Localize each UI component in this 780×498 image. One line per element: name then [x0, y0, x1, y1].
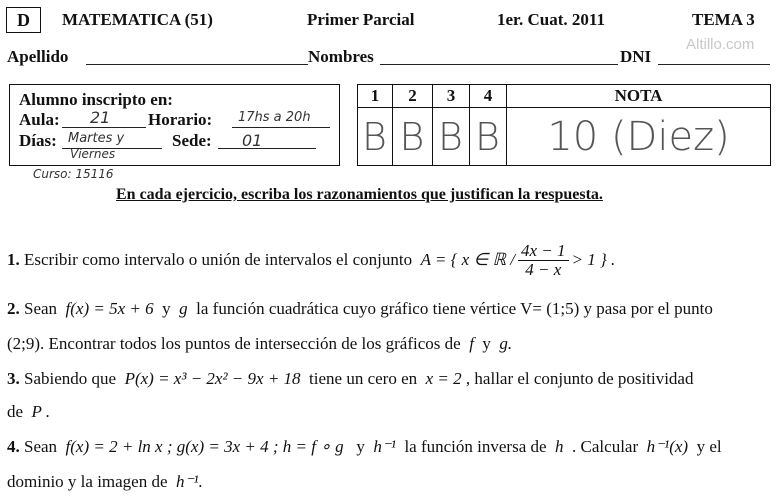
- exercise-4-line-1: [7, 437, 722, 457]
- exercise-3-line-1: [7, 369, 693, 389]
- exercise-2-text-a: Sean: [24, 299, 58, 318]
- dias-label: Días:: [19, 131, 57, 150]
- exercise-4-hinv2: h⁻¹.: [176, 472, 203, 491]
- exercise-1-numerator: 4x − 1: [518, 242, 569, 261]
- exercise-4-text-f: dominio y la imagen de: [7, 472, 168, 491]
- exercise-2-text-c: la función cuadrática cuyo gráfico tiene vértice V= (1;5) y pasa por el punto: [196, 299, 713, 318]
- exercise-2-line-1: [7, 299, 713, 319]
- grade-value-1: B: [358, 108, 393, 166]
- dias-value-line2: Viernes: [70, 147, 116, 161]
- nombres-label: Nombres: [308, 47, 374, 66]
- exercise-2-number: 2.: [7, 299, 20, 318]
- exercise-3-polynomial: P(x) = x³ − 2x² − 9x + 18: [124, 369, 301, 388]
- dni-label: DNI: [620, 47, 652, 66]
- exercise-4-text-d: . Calcular: [572, 437, 639, 456]
- grade-header-1: 1: [358, 85, 393, 108]
- enrollment-title: Alumno inscripto en:: [19, 90, 173, 109]
- apellido-label: Apellido: [7, 47, 69, 66]
- exercise-1-text: Escribir como intervalo o unión de intervalos el conjunto: [24, 250, 413, 269]
- horario-field[interactable]: [232, 127, 330, 128]
- sede-value: 01: [242, 131, 263, 150]
- instruction: En cada ejercicio, escriba los razonamientos que justifican la respuesta.: [116, 186, 603, 203]
- exercise-4-text-a: Sean: [24, 437, 58, 456]
- exercise-3-text-c: , hallar el conjunto de positividad: [465, 369, 694, 388]
- horario-value: 17hs a 20h: [238, 110, 311, 125]
- exercise-4-line-2: [7, 472, 203, 492]
- grades-table: [357, 84, 771, 166]
- dias-value-line1: Martes y: [68, 131, 125, 146]
- exercise-2-f: f(x) = 5x + 6: [65, 299, 154, 318]
- exercise-3-text-d: de: [7, 402, 24, 421]
- sede-field[interactable]: [218, 148, 316, 149]
- exercise-3-text-a: Sabiendo que: [24, 369, 117, 388]
- exercise-4-h: h: [555, 437, 564, 456]
- course-title: MATEMATICA (51): [62, 10, 213, 29]
- exercise-1-denominator: 4 − x: [525, 259, 562, 279]
- exercise-1-set-left: A = { x ∈ ℝ /: [420, 250, 515, 269]
- tema-letter-box: [6, 7, 41, 33]
- exercise-3-number: 3.: [7, 369, 20, 388]
- exercise-2-f2: f: [469, 334, 474, 353]
- aula-value: 21: [90, 108, 111, 127]
- exercise-3-p: P .: [31, 402, 51, 421]
- exercise-2-text-e: y: [482, 334, 491, 353]
- tema-letter: D: [17, 10, 30, 30]
- exercise-4-text-c: la función inversa de: [404, 437, 547, 456]
- exercise-2-text-b: y: [162, 299, 171, 318]
- watermark: Altillo.com: [686, 36, 755, 53]
- term-label: 1er. Cuat. 2011: [497, 10, 605, 29]
- exercise-1-fraction: [518, 242, 569, 279]
- horario-label: Horario:: [148, 110, 213, 129]
- exercise-3-zero: x = 2: [425, 369, 462, 388]
- aula-label: Aula:: [19, 110, 60, 129]
- exercise-3-text-b: tiene un cero en: [309, 369, 418, 388]
- curso-note: Curso: 15116: [33, 167, 114, 181]
- grade-value-4: B: [470, 108, 507, 166]
- nombres-field[interactable]: [380, 64, 618, 65]
- grade-header-3: 3: [433, 85, 470, 108]
- tema-label: TEMA 3: [692, 10, 755, 29]
- exercise-3-line-2: [7, 402, 50, 422]
- nota-value: 10 (Diez): [507, 108, 771, 166]
- grade-header-2: 2: [393, 85, 433, 108]
- exercise-1-set-right: > 1 } .: [571, 250, 616, 269]
- exercise-2-g2: g.: [499, 334, 513, 353]
- exercise-1-number: 1.: [7, 250, 20, 269]
- apellido-field[interactable]: [86, 64, 308, 65]
- exercise-2-text-d: (2;9). Encontrar todos los puntos de intersección de los gráficos de: [7, 334, 461, 353]
- sede-label: Sede:: [172, 131, 212, 150]
- grade-header-nota: NOTA: [507, 85, 771, 108]
- exercise-4-hinv: h⁻¹: [373, 437, 396, 456]
- exercise-2-g: g: [179, 299, 188, 318]
- exercise-4-hinvx: h⁻¹(x): [646, 437, 689, 456]
- grade-value-2: B: [393, 108, 433, 166]
- exercise-4-text-e: y el: [696, 437, 722, 456]
- aula-field[interactable]: [62, 127, 146, 128]
- exercise-2-line-2: [7, 334, 512, 354]
- exercise-4-text-b: y: [356, 437, 365, 456]
- exercise-4-functions: f(x) = 2 + ln x ; g(x) = 3x + 4 ; h = f ∘ g: [65, 437, 344, 456]
- grade-value-3: B: [433, 108, 470, 166]
- dni-field[interactable]: [658, 64, 770, 65]
- grade-header-4: 4: [470, 85, 507, 108]
- exam-title: Primer Parcial: [307, 10, 415, 29]
- exercise-1: [7, 238, 615, 282]
- exercise-4-number: 4.: [7, 437, 20, 456]
